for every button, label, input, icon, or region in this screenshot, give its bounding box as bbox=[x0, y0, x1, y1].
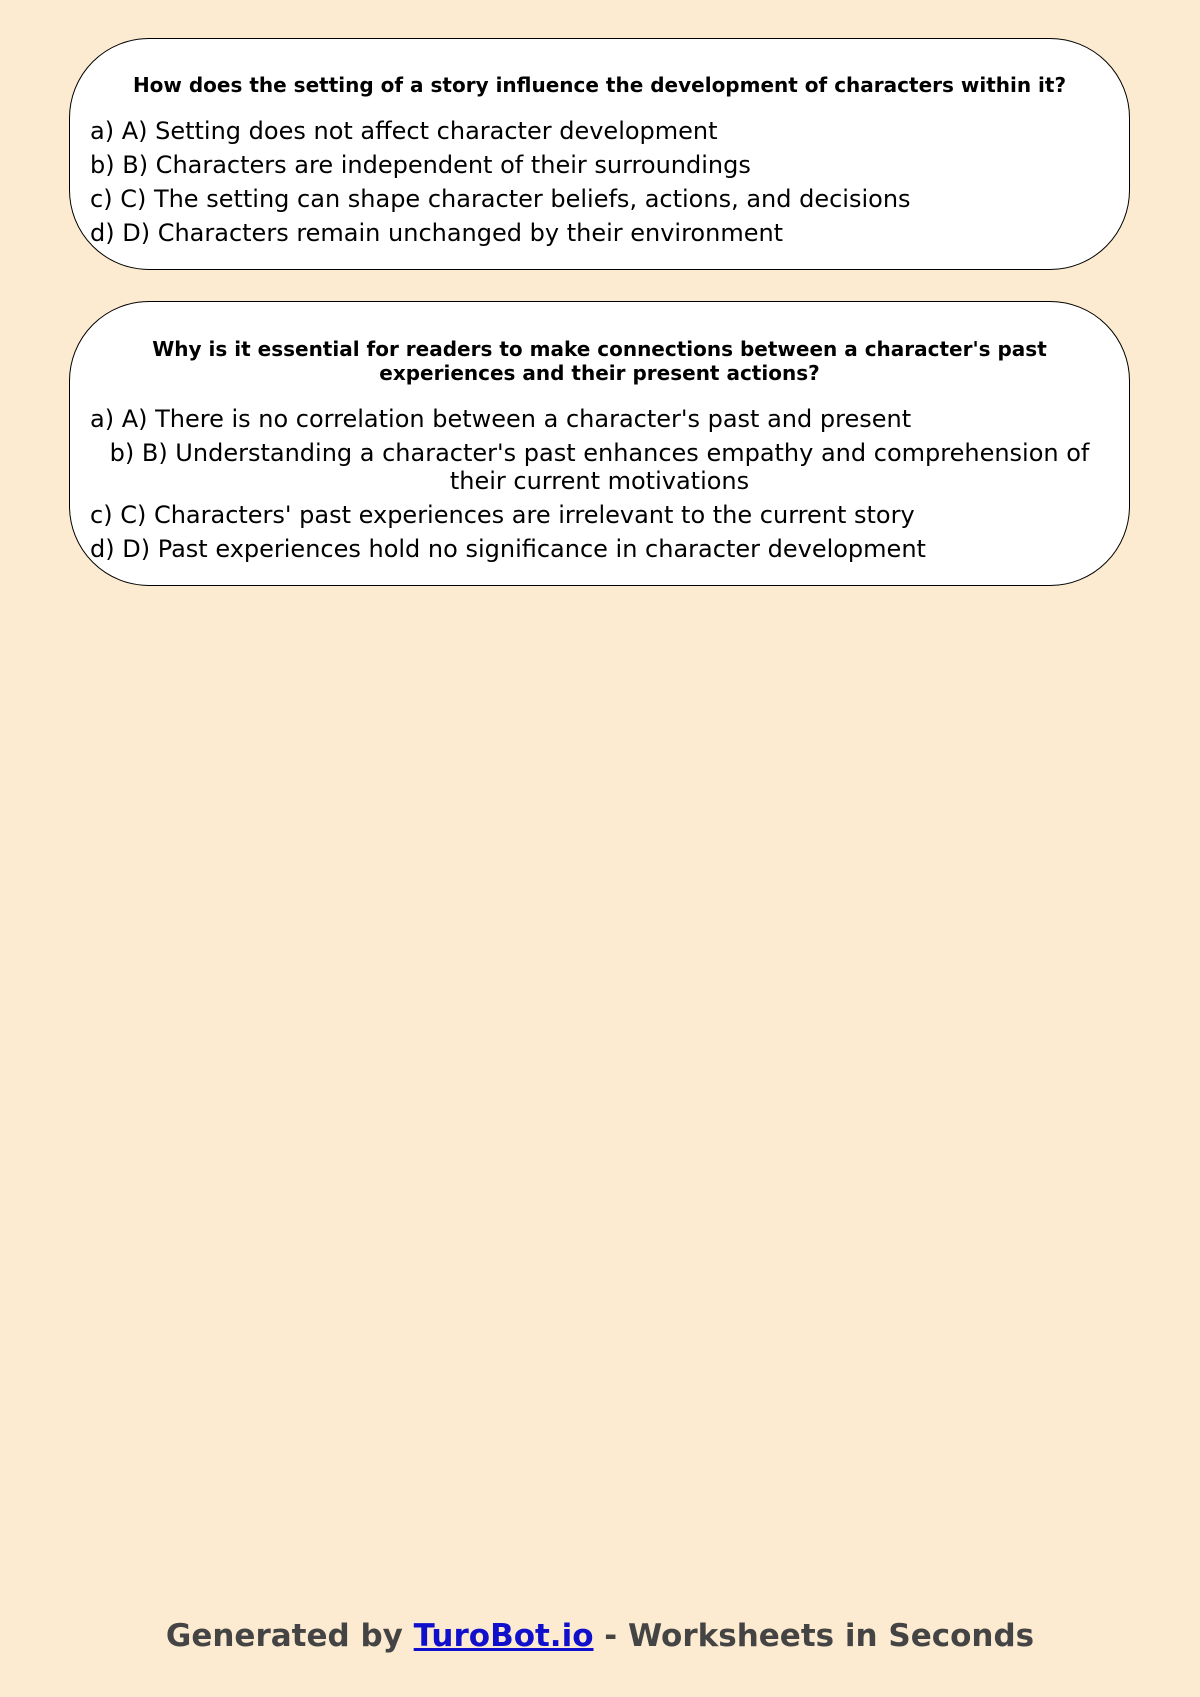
option-d: d) D) Past experiences hold no significance in character development bbox=[90, 535, 926, 563]
footer-suffix: - Worksheets in Seconds bbox=[593, 1618, 1035, 1654]
question-card bbox=[69, 38, 1130, 270]
option-d: d) D) Characters remain unchanged by their environment bbox=[90, 219, 784, 247]
question-text: How does the setting of a story influence the development of characters within it? bbox=[132, 73, 1067, 97]
option-b: b) B) Characters are independent of their surroundings bbox=[90, 151, 751, 179]
option-c: c) C) Characters' past experiences are irrelevant to the current story bbox=[90, 501, 915, 529]
question-text: Why is it essential for readers to make connections between a character's past experiences and their present actions? bbox=[152, 337, 1047, 385]
footer bbox=[0, 1618, 1200, 1654]
turobot-link[interactable]: TuroBot.io bbox=[413, 1618, 594, 1654]
option-b: b) B) Understanding a character's past enhances empathy and comprehension of their current motivations bbox=[109, 439, 1090, 495]
option-a: a) A) Setting does not affect character development bbox=[90, 117, 718, 145]
option-c: c) C) The setting can shape character beliefs, actions, and decisions bbox=[90, 185, 911, 213]
footer-prefix: Generated by bbox=[165, 1618, 414, 1654]
options-list bbox=[90, 117, 1109, 247]
question-card bbox=[69, 301, 1130, 586]
options-list bbox=[90, 405, 1109, 563]
option-a: a) A) There is no correlation between a character's past and present bbox=[90, 405, 912, 433]
